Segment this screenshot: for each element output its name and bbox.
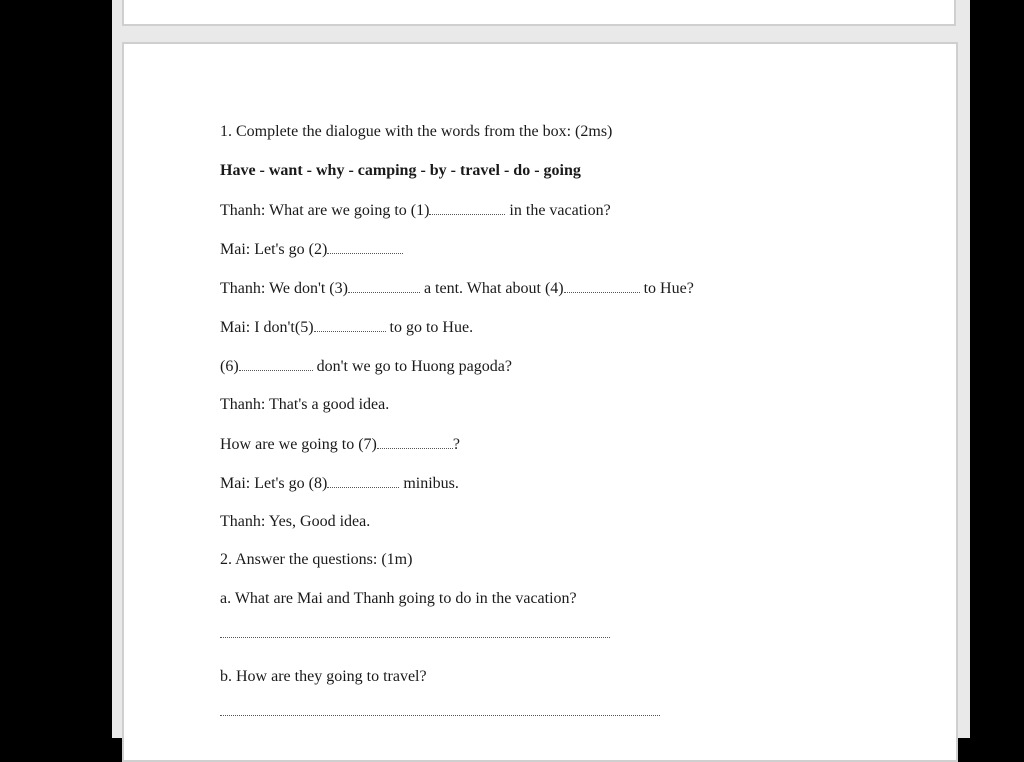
dialogue-text: Mai: Let's go (2): [220, 241, 328, 258]
blank-4: [564, 278, 640, 293]
question-a: a. What are Mai and Thanh going to do in the vacation?: [220, 590, 577, 607]
blank-6: [239, 356, 313, 371]
dialogue-line-9: [220, 512, 370, 532]
dialogue-text: Mai: Let's go (8): [220, 475, 328, 492]
dialogue-line-6: [220, 395, 389, 415]
previous-page: [122, 0, 956, 26]
exercise-1-instruction: 1. Complete the dialogue with the words from the box: (2ms): [220, 123, 613, 140]
dialogue-text: Thanh: That's a good idea.: [220, 396, 390, 413]
dialogue-text: don't we go to Huong pagoda?: [312, 358, 512, 375]
dialogue-text: Thanh: We don't (3): [220, 280, 348, 297]
word-box: Have - want - why - camping - by - travel - do - going: [220, 162, 581, 179]
blank-8: [327, 473, 399, 488]
dialogue-text: a tent. What about (4): [419, 280, 564, 297]
dialogue-line-5: [220, 356, 512, 377]
dialogue-line-7: [220, 434, 460, 455]
dialogue-text: Thanh: Yes, Good idea.: [220, 513, 371, 530]
dialogue-line-3: [220, 278, 694, 299]
dialogue-text: in the vacation?: [505, 202, 611, 219]
dialogue-text: Thanh: What are we going to (1): [220, 202, 430, 219]
blank-2: [327, 239, 403, 254]
dialogue-text: How are we going to (7): [220, 436, 377, 453]
question-b: b. How are they going to travel?: [220, 668, 427, 685]
answer-line-a: [220, 636, 610, 638]
dialogue-text: minibus.: [399, 475, 459, 492]
dialogue-text: (6): [220, 358, 239, 375]
document-viewer[interactable]: [112, 0, 970, 738]
dialogue-text: Mai: I don't(5): [220, 319, 314, 336]
blank-7: [377, 434, 453, 449]
dialogue-text: to go to Hue.: [385, 319, 474, 336]
exercise-2-instruction: 2. Answer the questions: (1m): [220, 551, 413, 568]
dialogue-text: to Hue?: [639, 280, 694, 297]
dialogue-line-2: [220, 239, 403, 260]
blank-3: [348, 278, 420, 293]
dialogue-line-4: [220, 317, 473, 338]
document-page: [122, 42, 958, 762]
dialogue-text: ?: [452, 436, 460, 453]
blank-1: [429, 200, 505, 215]
blank-5: [314, 317, 386, 332]
dialogue-line-8: [220, 473, 459, 494]
dialogue-line-1: [220, 200, 611, 221]
answer-line-b: [220, 714, 660, 716]
